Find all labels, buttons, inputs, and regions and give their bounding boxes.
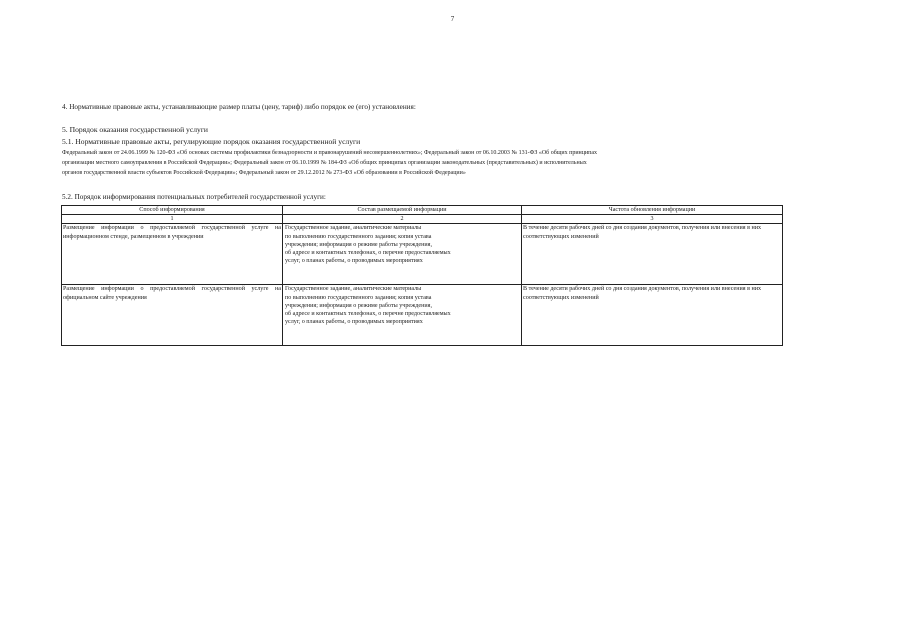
content-line: учреждения; информация о режиме работы учреждения, (285, 302, 432, 309)
content-line: об адресе и контактных телефонах, о перечне предоставляемых (285, 311, 451, 318)
column-number: 1 (62, 215, 283, 224)
information-content-cell (283, 224, 522, 285)
content-line: услуг, о планах работы, о проводимых мероприятиях (285, 258, 423, 265)
column-header-content: Состав размещаемой информации (283, 206, 522, 215)
column-number: 3 (522, 215, 783, 224)
content-line: об адресе и контактных телефонах, о перечне предоставляемых (285, 250, 451, 257)
column-number: 2 (283, 215, 522, 224)
section-5-1-heading: 5.1. Нормативные правовые акты, регулирующие порядок оказания государственной услуги (62, 137, 361, 146)
information-table (61, 205, 783, 346)
update-frequency-cell: В течение десяти рабочих дней со дня создания документов, получения или внесения в них соответствующих изменений (522, 224, 783, 285)
table-number-row (62, 215, 783, 224)
table-row (62, 285, 783, 346)
information-method-cell: Размещение информации о предоставляемой государственной услуге на информационном стенде, размещенном в учреждении (62, 224, 283, 285)
section-4-heading: 4. Нормативные правовые акты, устанавливающие размер платы (цену, тариф) либо порядок ее (его) установления: (62, 103, 416, 111)
section-5-heading: 5. Порядок оказания государственной услуги (62, 125, 208, 134)
legal-acts-line: Федеральный закон от 24.06.1999 № 120-ФЗ «Об основах системы профилактики безнадзорности и правонарушений несовершеннолетних»; Федеральный закон от 06.10.2003 № 131-ФЗ «Об общих принципах (62, 150, 598, 156)
table-header-row (62, 206, 783, 215)
information-method-cell: Размещение информации о предоставляемой государственной услуге на официальном сайте учреждения (62, 285, 283, 346)
column-header-method: Способ информирования (62, 206, 283, 215)
content-line: учреждения; информация о режиме работы учреждения, (285, 241, 432, 248)
legal-acts-line: организации местного самоуправления в Российской Федерации»; Федеральный закон от 06.10.1999 № 184-ФЗ «Об общих принципах организации законодательных (представительных) и исполнительных (62, 160, 587, 166)
information-content-cell (283, 285, 522, 346)
page-number: 7 (450, 15, 455, 23)
content-line: по выполнению государственного задания; копия устава (285, 233, 432, 240)
legal-acts-line: органов государственной власти субъектов Российской Федерации»; Федеральный закон от 29.12.2012 № 273-ФЗ «Об образовании в Российской Федерации» (62, 170, 466, 176)
update-frequency-cell: В течение десяти рабочих дней со дня создания документов, получения или внесения в них соответствующих изменений (522, 285, 783, 346)
table-row (62, 224, 783, 285)
column-header-frequency: Частота обновления информации (522, 206, 783, 215)
content-line: услуг, о планах работы, о проводимых мероприятиях (285, 319, 423, 326)
legal-acts-list (62, 148, 762, 178)
section-5-2-heading: 5.2. Порядок информирования потенциальных потребителей государственной услуги: (62, 193, 326, 201)
content-line: по выполнению государственного задания; копия устава (285, 294, 432, 301)
content-line: Государственное задание, аналитические материалы (285, 225, 422, 232)
content-line: Государственное задание, аналитические материалы (285, 286, 422, 293)
